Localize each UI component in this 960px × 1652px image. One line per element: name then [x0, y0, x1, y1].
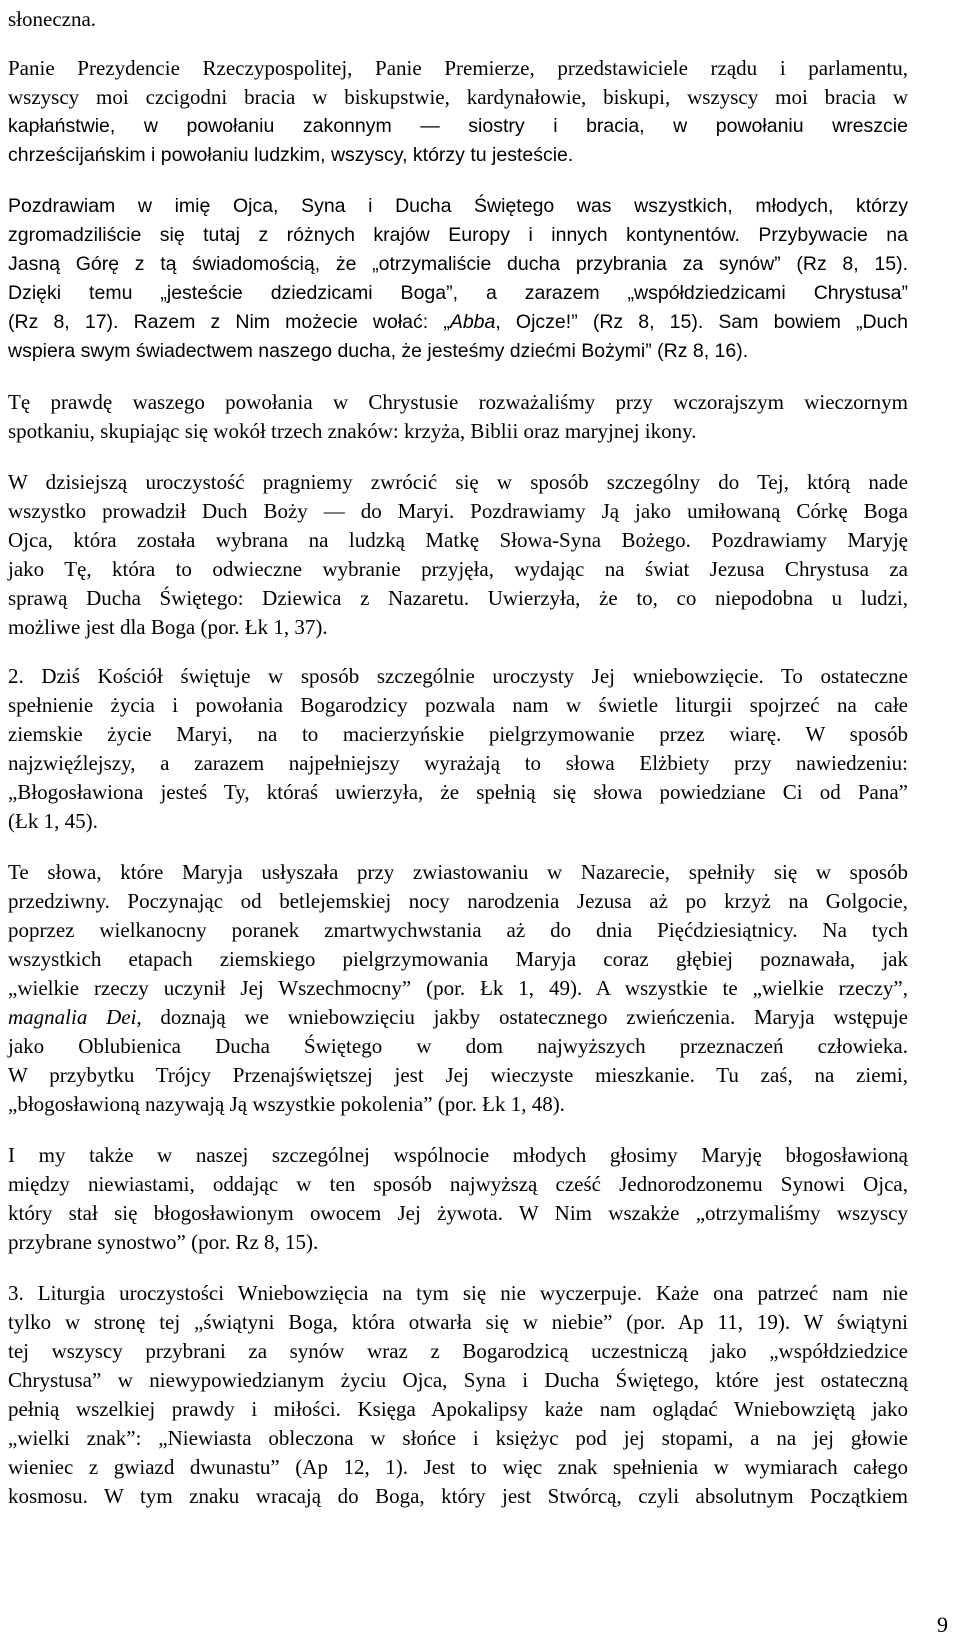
text-line: wszyscy moi czcigodni bracia w biskupstwie, kardynałowie, biskupi, wszyscy moi bracia w [8, 85, 908, 109]
text-line: wszystkich etapach ziemskiego pielgrzymowania Maryja coraz głębiej poznawała, jak [8, 947, 908, 971]
text-line: kapłaństwie, w powołaniu zakonnym — siostry i bracia, w powołaniu wreszcie [8, 115, 908, 137]
text-line: 2. Dziś Kościół świętuje w sposób szczególnie uroczysty Jej wniebowzięcie. To ostateczne [8, 664, 908, 688]
text-line: między niewiastami, oddając w ten sposób najwyższą cześć Jednorodzonemu Synowi Ojca, [8, 1172, 908, 1196]
text-line: „wielki znak”: „Niewiasta obleczona w słońce i księżyc pod jej stopami, a na jej głowie [8, 1426, 908, 1450]
text-line: W dzisiejszą uroczystość pragniemy zwrócić się w sposób szczególny do Tej, którą nade [8, 470, 908, 494]
text-line: Ojca, która została wybrana na ludzką Matkę Słowa-Syna Bożego. Pozdrawiamy Maryję [8, 528, 908, 552]
page-number: 9 [937, 1612, 948, 1637]
text-line: (Łk 1, 45). [8, 809, 98, 833]
text-line: chrześcijańskim i powołaniu ludzkim, wszyscy, którzy tu jesteście. [8, 144, 574, 166]
text-line: pełnią wszelkiej prawdy i miłości. Księga Apokalipsy każe nam oglądać Wniebowziętą jako [8, 1397, 908, 1421]
text-line: wspiera swym świadectwem naszego ducha, że jesteśmy dziećmi Bożymi” (Rz 8, 16). [8, 340, 749, 362]
text-line: W przybytku Trójcy Przenajświętszej jest Jej wieczyste mieszkanie. Tu zaś, na ziemi, [8, 1063, 908, 1087]
text-line: najzwięźlejszy, a zarazem najpełniejszy wyrażają to słowa Elżbiety przy nawiedzeniu: [8, 751, 908, 775]
text-line: przedziwny. Poczynając od betlejemskiej nocy narodzenia Jezusa aż po krzyż na Golgocie, [8, 889, 908, 913]
text-line: słoneczna. [8, 7, 97, 31]
text-line: kosmosu. W tym znaku wracają do Boga, który jest Stwórcą, czyli absolutnym Początkiem [8, 1484, 908, 1508]
text-line: jako Tę, która to odwieczne wybranie przyjęła, wydając na świat Jezusa Chrystusa za [8, 557, 908, 581]
text-line: spełnienie życia i powołania Bogarodzicy pozwala nam w świetle liturgii spojrzeć na całe [8, 693, 908, 717]
text-line: spotkaniu, skupiając się wokół trzech znaków: krzyża, Biblii oraz maryjnej ikony. [8, 419, 697, 443]
text-line: Te słowa, które Maryja usłyszała przy zwiastowaniu w Nazarecie, spełniły się w sposób [8, 860, 908, 884]
text-line: który stał się błogosławionym owocem Jej żywota. W Nim wszakże „otrzymaliśmy wszyscy [8, 1201, 908, 1225]
text-line: „błogosławioną nazywają Ją wszystkie pokolenia” (por. Łk 1, 48). [8, 1092, 565, 1116]
text-line: magnalia Dei, doznają we wniebowzięciu jakby ostatecznego zwieńczenia. Maryja wstępuje [8, 1005, 909, 1029]
text-line: Chrystusa” w niewypowiedzianym życiu Ojca, Syna i Ducha Świętego, które jest ostateczną [8, 1368, 908, 1392]
text-line: ziemskie życie Maryi, na to macierzyńskie pielgrzymowanie przez wiarę. W sposób [8, 722, 908, 746]
text-line: tej wszyscy przybrani za synów wraz z Bogarodzicą uczestniczą jako „współdziedzice [8, 1339, 908, 1363]
text-line: wieniec z gwiazd dwunastu” (Ap 12, 1). Jest to więc znak spełnienia w wymiarach całego [8, 1455, 908, 1479]
text-line: możliwe jest dla Boga (por. Łk 1, 37). [8, 615, 328, 639]
text-line: (Rz 8, 17). Razem z Nim możecie wołać: „Abba, Ojcze!” (Rz 8, 15). Sam bowiem „Duch [8, 311, 908, 333]
text-line: jako Oblubienica Ducha Świętego w dom najwyższych przeznaczeń człowieka. [8, 1034, 908, 1058]
text-line: „Błogosławiona jesteś Ty, któraś uwierzyła, że spełnią się słowa powiedziane Ci od Pana” [8, 780, 908, 804]
text-line: Panie Prezydencie Rzeczypospolitej, Panie Premierze, przedstawiciele rządu i parlamentu, [8, 56, 908, 80]
text-line: Jasną Górę z tą świadomością, że „otrzymaliście ducha przybrania za synów” (Rz 8, 15). [8, 253, 908, 275]
text-line: wszystko prowadził Duch Boży — do Maryi. Pozdrawiamy Ją jako umiłowaną Córkę Boga [8, 499, 908, 523]
text-line: 3. Liturgia uroczystości Wniebowzięcia na tym się nie wyczerpuje. Każe ona patrzeć nam nie [8, 1281, 908, 1305]
text-line: przybrane synostwo” (por. Rz 8, 15). [8, 1230, 319, 1254]
text-line: Pozdrawiam w imię Ojca, Syna i Ducha Świętego was wszystkich, młodych, którzy [8, 195, 908, 217]
text-line: poprzez wielkanocny poranek zmartwychwstania aż do dnia Pięćdziesiątnicy. Na tych [8, 918, 908, 942]
text-line: zgromadziliście się tutaj z różnych krajów Europy i innych kontynentów. Przybywacie na [8, 224, 908, 246]
text-line: Dzięki temu „jesteście dziedzicami Boga”, a zarazem „współdziedzicami Chrystusa” [8, 282, 908, 304]
text-line: tylko w stronę tej „świątyni Boga, która otwarła się w niebie” (por. Ap 11, 19). W świątyni [8, 1310, 908, 1334]
text-line: Tę prawdę waszego powołania w Chrystusie rozważaliśmy przy wczorajszym wieczornym [8, 390, 908, 414]
text-line: sprawą Ducha Świętego: Dziewica z Nazaretu. Uwierzyła, że to, co niepodobna u ludzi, [8, 586, 908, 610]
text-line: I my także w naszej szczególnej wspólnocie młodych głosimy Maryję błogosławioną [8, 1143, 908, 1167]
text-line: „wielkie rzeczy uczynił Jej Wszechmocny” (por. Łk 1, 49). A wszystkie te „wielkie rzeczy”, [8, 976, 908, 1000]
